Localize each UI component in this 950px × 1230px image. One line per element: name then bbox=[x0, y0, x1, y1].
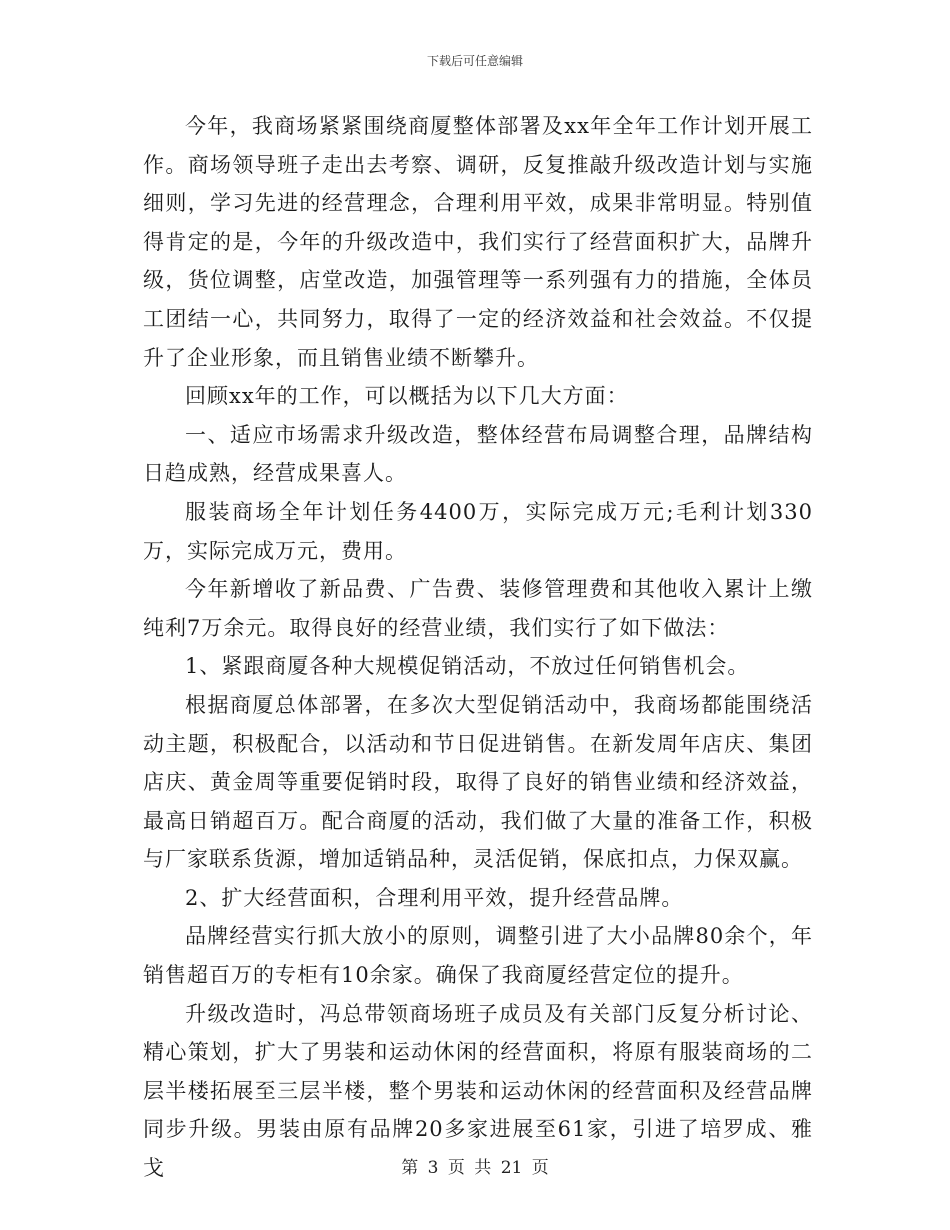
paragraph: 回顾xx年的工作，可以概括为以下几大方面： bbox=[185, 384, 629, 409]
paragraph: 品牌经营实行抓大放小的原则，调整引进了大小品牌80余个，年销售超百万的专柜有10余家。确保了我商厦经营定位的提升。 bbox=[143, 924, 813, 988]
paragraph: 1、紧跟商厦各种大规模促销活动，不放过任何销售机会。 bbox=[185, 654, 750, 679]
paragraph: 今年，我商场紧紧围绕商厦整体部署及xx年全年工作计划开展工作。商场领导班子走出去考察、调研，反复推敲升级改造计划与实施细则，学习先进的经营理念，合理利用平效，成果非常明显。特别值得肯定的是，今年的升级改造中，我们实行了经营面积扩大，品牌升级，货位调整，店堂改造，加强管理等一系列强有力的措施，全体员工团结一心，共同努力，取得了一定的经济效益和社会效益。不仅提升了企业形象，而且销售业绩不断攀升。 bbox=[143, 114, 813, 370]
paragraph: 根据商厦总体部署，在多次大型促销活动中，我商场都能围绕活动主题，积极配合，以活动和节日促进销售。在新发周年店庆、集团店庆、黄金周等重要促销时段，取得了良好的销售业绩和经济效益，最高日销超百万。配合商厦的活动，我们做了大量的准备工作，积极与厂家联系货源，增加适销品种，灵活促销，保底扣点，力保双赢。 bbox=[143, 692, 813, 872]
document-body bbox=[143, 107, 813, 1188]
paragraph: 服装商场全年计划任务4400万，实际完成万元;毛利计划330万，实际完成万元，费用。 bbox=[143, 499, 813, 563]
paragraph: 2、扩大经营面积，合理利用平效，提升经营品牌。 bbox=[185, 885, 684, 910]
paragraph: 今年新增收了新品费、广告费、装修管理费和其他收入累计上缴纯利7万余元。取得良好的经营业绩，我们实行了如下做法： bbox=[143, 577, 813, 640]
paragraph: 升级改造时，冯总带领商场班子成员及有关部门反复分析讨论、精心策划，扩大了男装和运动休闲的经营面积，将原有服装商场的二层半楼拓展至三层半楼，整个男装和运动休闲的经营面积及经营品牌同步升级。男装由原有品牌20多家进展至61家，引进了培罗成、雅戈 bbox=[143, 1001, 813, 1181]
header-note: 下载后可任意编辑 bbox=[426, 54, 523, 68]
paragraph: 一、适应市场需求升级改造，整体经营布局调整合理，品牌结构日趋成熟，经营成果喜人。 bbox=[143, 422, 813, 486]
page-number: 第 3 页 共 21 页 bbox=[401, 1158, 549, 1178]
